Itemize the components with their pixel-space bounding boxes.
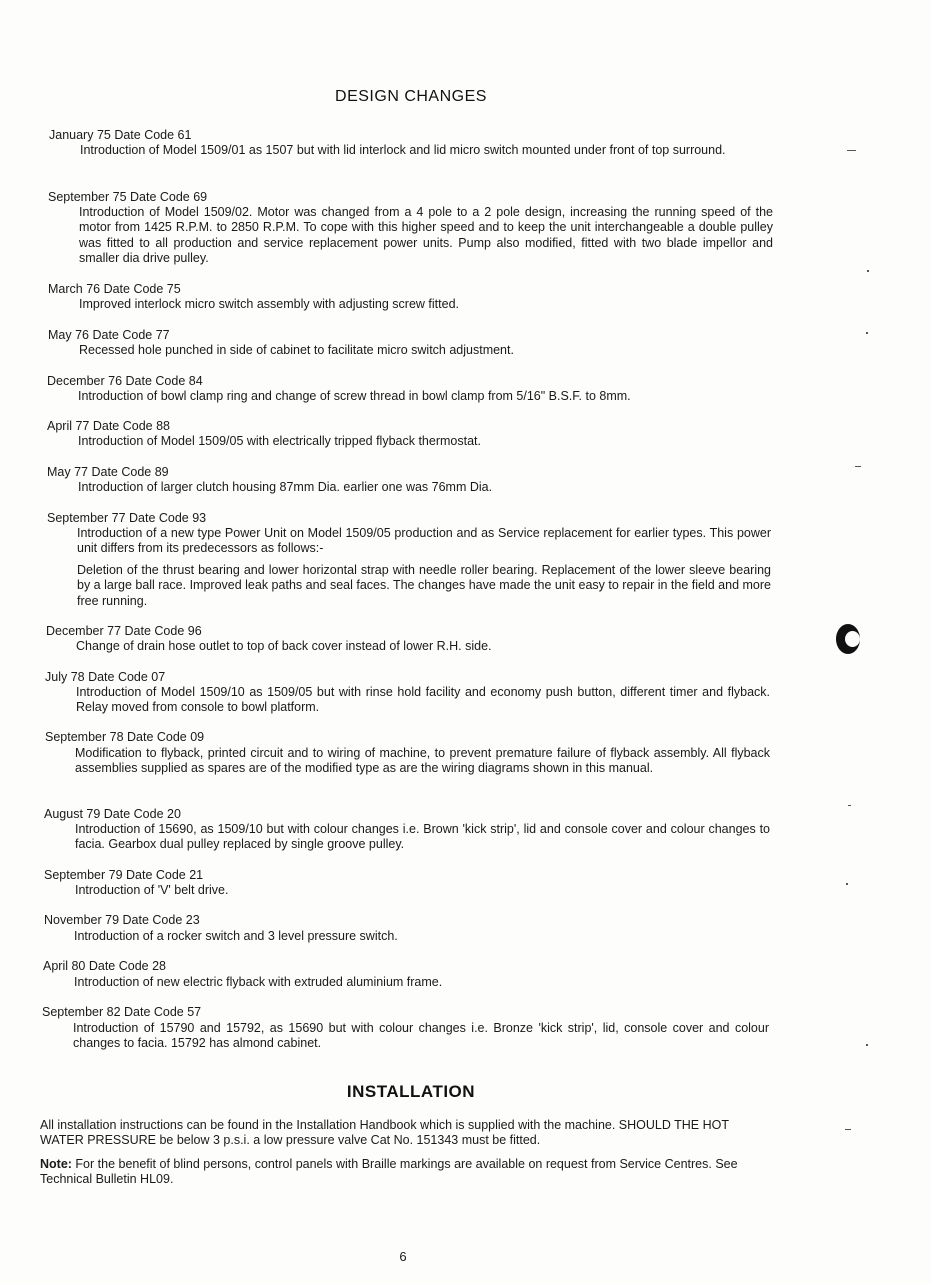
entry-text-continued: Deletion of the thrust bearing and lower horizontal strap with needle roller bearing. Replacement of the lower sleeve bearing by a large ball race. Improved leak paths and seal faces. The changes have made the unit easy to repair in the field and more free running. [77, 563, 771, 608]
scan-mark [846, 883, 848, 885]
scan-mark [847, 150, 856, 151]
entry-date: September 75 Date Code 69 [48, 190, 208, 204]
scan-mark [866, 332, 868, 334]
entry-text: Change of drain hose outlet to top of back cover instead of lower R.H. side. [76, 639, 492, 653]
entry-text: Introduction of a rocker switch and 3 level pressure switch. [74, 929, 398, 943]
entry-text: Introduction of Model 1509/02. Motor was changed from a 4 pole to a 2 pole design, increasing the running speed of the motor from 1425 R.P.M. to 2850 R.P.M. To cope with this higher speed and to keep the unit interchangeable a double pulley was fitted to all production and service replacement power units. Pump also modified, fitted with two blade impellor and smaller dia drive pulley. [79, 205, 773, 266]
entry-text: Recessed hole punched in side of cabinet to facilitate micro switch adjustment. [79, 343, 514, 357]
entry-date: September 78 Date Code 09 [45, 730, 205, 744]
entry-date: December 77 Date Code 96 [46, 624, 202, 638]
scan-mark [867, 270, 869, 272]
entry-text: Introduction of new electric flyback with extruded aluminium frame. [74, 975, 443, 989]
entry-text: Introduction of 15690, as 1509/10 but with colour changes i.e. Brown 'kick strip', lid and console cover and colour changes to facia. Gearbox dual pulley replaced by single groove pulley. [75, 822, 770, 852]
entry-date: September 79 Date Code 21 [44, 868, 204, 882]
entry-text: Introduction of a new type Power Unit on Model 1509/05 production and as Service replacement for earlier types. This power unit differs from its predecessors as follows:- [77, 526, 771, 556]
entry-date: September 77 Date Code 93 [47, 511, 207, 525]
binder-hole-mark [836, 624, 860, 654]
installation-heading: INSTALLATION [346, 1082, 476, 1101]
entry-date: November 79 Date Code 23 [44, 913, 200, 927]
entry-date: December 76 Date Code 84 [47, 374, 203, 388]
entry-text: Introduction of 15790 and 15792, as 15690 but with colour changes i.e. Bronze 'kick strip', lid, console cover and colour changes to facia. 15792 has almond cabinet. [73, 1021, 769, 1051]
entry-text: Introduction of Model 1509/01 as 1507 but with lid interlock and lid micro switch mounted under front of top surround. [80, 143, 726, 157]
note-label: Note: [40, 1157, 72, 1171]
entry-date: April 80 Date Code 28 [43, 959, 166, 973]
scan-mark [866, 1044, 868, 1046]
entry-text: Improved interlock micro switch assembly with adjusting screw fitted. [79, 297, 459, 311]
entry-date: May 76 Date Code 77 [48, 328, 170, 342]
entry-date: April 77 Date Code 88 [47, 419, 170, 433]
note-text: For the benefit of blind persons, control panels with Braille markings are available on request from Service Centres. See Technical Bulletin HL09. [40, 1157, 738, 1187]
scan-mark [848, 805, 851, 806]
entry-date: May 77 Date Code 89 [47, 465, 169, 479]
page-number: 6 [399, 1249, 407, 1264]
entry-text: Modification to flyback, printed circuit and to wiring of machine, to prevent premature failure of flyback assembly. All flyback assemblies supplied as spares are of the modified type as are the wiring diagrams shown in this manual. [75, 746, 770, 776]
entry-date: January 75 Date Code 61 [49, 128, 192, 142]
installation-note [40, 1157, 767, 1188]
entry-date: March 76 Date Code 75 [48, 282, 181, 296]
entry-text: Introduction of Model 1509/05 with electrically tripped flyback thermostat. [78, 434, 481, 448]
entry-text: Introduction of larger clutch housing 87mm Dia. earlier one was 76mm Dia. [78, 480, 493, 494]
entry-text: Introduction of 'V' belt drive. [75, 883, 229, 897]
scan-mark [855, 466, 861, 467]
scan-mark [845, 1129, 851, 1130]
installation-paragraph: All installation instructions can be found in the Installation Handbook which is supplied with the machine. SHOULD THE HOT WATER PRESSURE be below 3 p.s.i. a low pressure valve Cat No. 151343 must be fitted. [40, 1118, 729, 1148]
entry-text: Introduction of bowl clamp ring and change of screw thread in bowl clamp from 5/16" B.S.F. to 8mm. [78, 389, 631, 403]
entry-date: September 82 Date Code 57 [42, 1005, 202, 1019]
entry-date: August 79 Date Code 20 [44, 807, 181, 821]
entry-text: Introduction of Model 1509/10 as 1509/05 but with rinse hold facility and economy push button, different timer and flyback. Relay moved from console to bowl platform. [76, 685, 770, 715]
design-changes-heading: DESIGN CHANGES [335, 88, 487, 105]
entry-date: July 78 Date Code 07 [45, 670, 166, 684]
